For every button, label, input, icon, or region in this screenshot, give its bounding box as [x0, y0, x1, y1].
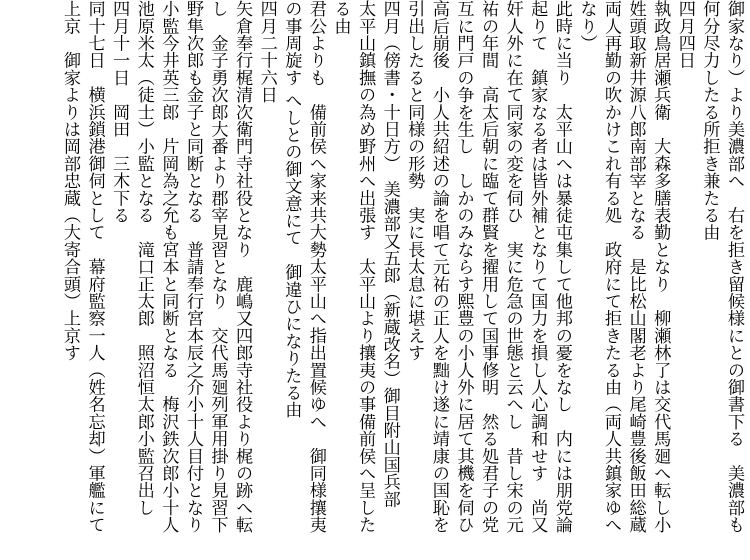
text-column: 小監今井英三郎 片岡為之允も宮本と同断となる 梅沢鉄次郎小十人 — [158, 0, 179, 534]
text-column: 姓頭取新井源八郎南部宰となる 是比松山閣老より尾崎豊後飯田総蔵 — [625, 0, 646, 534]
date-heading: 四月二十六日 — [256, 0, 277, 104]
text-column: 奸人外に在て同家の変を伺ひ 実に危急の世態と云へし 昔し宋の元 — [502, 0, 523, 534]
text-column: し 金子勇次郎大番より郡宰見習となり 交代馬廻列軍用掛り見習下 — [207, 0, 228, 534]
text-column: 起りて 鎮家なる者は皆外補となりて国力を損し人心調和せす 尚又 — [527, 0, 548, 534]
text-column: 互に門戸の争を生し しかのみならす熙豊の小人外に居て其機を伺ひ — [453, 0, 474, 534]
text-column: 同十七日 横浜鎖港御伺として 幕府監察一人（姓名忘却）軍艦にて — [84, 0, 105, 534]
text-column: 両人再勤の吹かけこれ有る処 政府にて拒きたる由（両人共鎮家ゆへ — [601, 0, 622, 534]
text-column: 太平山鎮撫の為め野州へ出張す 太平山より攘夷の事備前侯へ呈した — [355, 0, 376, 534]
text-column: 何分尽力したる所拒き兼たる由 — [699, 0, 720, 241]
text-column: 高后崩後 小人共紹述の論を唱て元祐の正人を黜け遂に靖康の国恥を — [428, 0, 449, 534]
text-column: 四月（傍書・十日方） 美濃部又五郎（新蔵改名）御目附山国兵部 — [379, 0, 400, 508]
text-column: 君公よりも 備前侯へ家来共大勢太平山へ指出置候ゆへ 御同様攘夷 — [305, 0, 326, 534]
text-column: 御家なり）より美濃部へ 右を拒き留候様にとの御書下る 美濃部も — [724, 0, 744, 534]
text-column: 矢倉奉行梶清次衛門寺社役となり 鹿嶋又四郎寺社役より梶の跡へ転 — [232, 0, 253, 534]
text-column: の事周旋す へしとの御文意にて 御違ひになりたる由 — [281, 0, 302, 419]
text-column: 上京 御家よりは岡部忠蔵（大寄合頭）上京す — [59, 0, 80, 362]
text-column: 野隼次郎も金子と同断となる 普請奉行宮本辰之介小十人目付となり — [182, 0, 203, 534]
date-heading: 四月四日 — [674, 0, 695, 69]
text-column: る由 — [330, 0, 351, 35]
text-column: 引出したると同様の形勢 実に長太息に堪えす — [404, 0, 425, 362]
text-column: 執政鳥居瀬兵衛 大森多膳表勤となり 柳瀬林了は交代馬廻へ転し小 — [650, 0, 671, 534]
text-column: 此時に当り 太平山へは暴徒屯集して他邦の憂をなし 内には朋党論 — [551, 0, 572, 534]
text-column: 池原米太（徒士）小監となる 滝口正太郎 照沼恒太郎小監召出し — [133, 0, 154, 516]
vertical-text-body — [57, 0, 746, 560]
text-column: 祐の年間 高太后朝に臨て群賢を擢用して国事修明 然る処君子の党 — [478, 0, 499, 534]
text-column: なり） — [576, 0, 597, 52]
text-column: 四月十一日 岡田 三木下る — [109, 0, 130, 224]
